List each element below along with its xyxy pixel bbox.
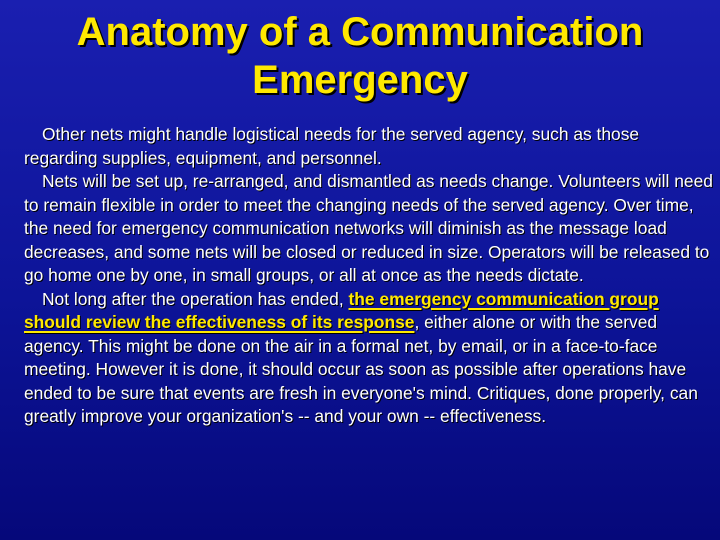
title-line-2: Emergency — [252, 58, 468, 102]
review-text-end: , either alone or with the served agency. This might be done on the air in a formal net, by email, or in a face-to-face meeting. However it is done, it should occur as soon as possible after operations have ended to be sure that events are fresh in everyone's mind. Critiques, done properly, can greatly improve your organization's -- and your own -- effectiveness. — [24, 312, 698, 426]
review-text-start: Not long after the operation has ended, — [42, 288, 349, 309]
paragraph-supplies: Other nets might handle logistical needs for the served agency, such as those regarding supplies, equipment, and personnel. — [24, 124, 640, 168]
paragraph-nets-change: Nets will be set up, re-arranged, and dismantled as needs change. Volunteers will need to remain flexible in order to meet the changing needs of the served agency. Over time, the need for emergency communication networks will diminish as the message load decreases, and some nets will be closed or reduced in size. Operators will be released to go home one by one, in small groups, or all at once as the needs dictate. — [24, 171, 713, 285]
paragraph-review — [24, 288, 714, 429]
slide-title — [0, 8, 720, 104]
slide-body — [24, 123, 714, 429]
title-line-1: Anatomy of a Communication — [76, 10, 644, 54]
review-highlight: the emergency communication group should review the effectiveness of its response — [24, 288, 659, 332]
